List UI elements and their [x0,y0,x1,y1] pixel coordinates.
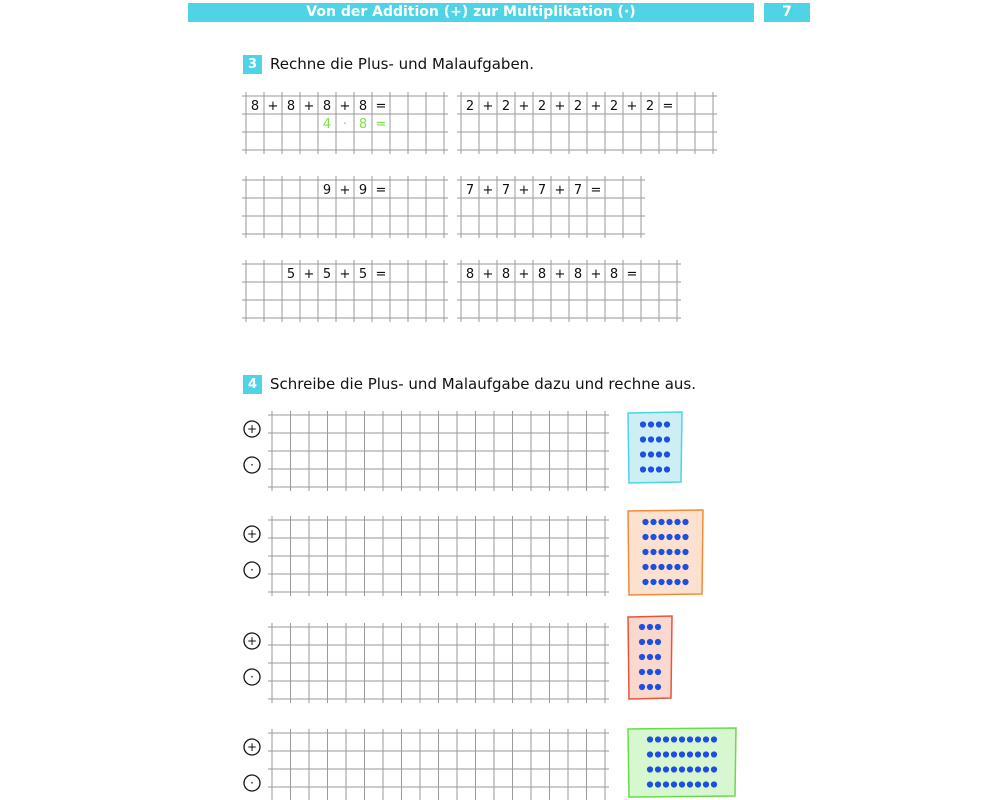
dot [703,751,709,757]
task-3-number: 3 [243,55,262,74]
plus-circle-icon [244,739,260,755]
dot [711,766,717,772]
dot [655,781,661,787]
times-symbol: · [250,670,254,684]
exercise-grid-2 [457,92,717,154]
dot [674,534,680,540]
page-number-text: 7 [782,4,792,20]
exercise-cell: = [375,99,387,114]
dot [650,519,656,525]
dot [671,781,677,787]
task-4-number: 4 [243,375,262,394]
dot [639,669,645,675]
dot [655,766,661,772]
dot [674,549,680,555]
exercise-cell: + [554,99,566,114]
dot [647,766,653,772]
dot [679,766,685,772]
dot [648,466,654,472]
dot [655,624,661,630]
plus-symbol: + [246,740,258,754]
exercise-cell: = [590,183,602,198]
dot [682,519,688,525]
exercise-cell: 2 [645,99,655,114]
dot [656,421,662,427]
dot [639,624,645,630]
dot [650,549,656,555]
dot-card-4 [628,728,736,797]
exercise-cell: 5 [358,267,368,282]
exercise-cell: 7 [537,183,547,198]
dot [687,751,693,757]
dot [650,579,656,585]
dot [682,549,688,555]
exercise-grid-5 [242,260,448,322]
dot-card-background [628,412,682,483]
times-circle-icon [244,457,260,473]
dot [655,669,661,675]
dot [642,579,648,585]
times-symbol: · [250,458,254,472]
header-title: Von der Addition (+) zur Multiplikation (·) [306,4,636,20]
dot [648,451,654,457]
dot [656,436,662,442]
exercise-cell: 7 [573,183,583,198]
dot [640,436,646,442]
dot [658,519,664,525]
exercise-cell: 8 [322,99,332,114]
dot [687,736,693,742]
dot [703,766,709,772]
dot [695,781,701,787]
dot [703,736,709,742]
dot [655,736,661,742]
dot [647,639,653,645]
answer-grid-4 [244,729,609,800]
dot [674,579,680,585]
dot [655,684,661,690]
dot [671,751,677,757]
task-3-instruction: Rechne die Plus- und Malaufgaben. [270,55,534,73]
plus-circle-icon [244,526,260,542]
dot [666,549,672,555]
times-circle-icon [244,562,260,578]
dot [648,421,654,427]
dot [674,519,680,525]
dot [703,781,709,787]
dot [647,781,653,787]
exercise-cell: = [375,183,387,198]
exercise-cell: 2 [537,99,547,114]
exercise-cell: + [303,267,315,282]
exercise-cell: 8 [537,267,547,282]
dot [647,624,653,630]
plus-circle-icon [244,421,260,437]
times-symbol: · [250,563,254,577]
dot-card-1 [628,412,682,483]
example-cell: 4 [322,117,332,132]
dot [687,766,693,772]
dot [650,534,656,540]
dot [650,564,656,570]
dot [642,519,648,525]
dot [663,766,669,772]
dot [664,421,670,427]
exercise-cell: 5 [286,267,296,282]
exercise-cell: + [482,99,494,114]
exercise-cell: + [554,267,566,282]
dot [642,549,648,555]
plus-symbol: + [246,634,258,648]
exercise-cell: + [339,99,351,114]
example-cell: · [342,117,348,132]
dot [658,579,664,585]
example-cell: = [375,117,387,132]
times-symbol: · [250,776,254,790]
dot [671,766,677,772]
dot [695,751,701,757]
plus-symbol: + [246,527,258,541]
exercise-cell: 7 [501,183,511,198]
dot [658,534,664,540]
exercise-cell: 8 [286,99,296,114]
dot [695,736,701,742]
dot-card-3 [628,616,672,699]
exercise-cell: + [590,267,602,282]
exercise-cell: + [590,99,602,114]
exercise-cell: 9 [322,183,332,198]
exercise-cell: + [554,183,566,198]
exercise-cell: + [518,99,530,114]
exercise-cell: = [662,99,674,114]
dot [679,736,685,742]
answer-grid-1 [244,411,609,491]
plus-symbol: + [246,422,258,436]
exercise-cell: 2 [501,99,511,114]
dot [647,751,653,757]
exercise-cell: + [267,99,279,114]
dot-card-2 [628,510,703,595]
dot [642,564,648,570]
exercise-cell: 8 [358,99,368,114]
exercise-cell: 2 [573,99,583,114]
dot [666,564,672,570]
dot [647,736,653,742]
dot [639,654,645,660]
exercise-cell: + [518,183,530,198]
dot [666,519,672,525]
exercise-grid-4 [457,176,645,238]
dot-card-background [628,510,703,595]
dot [663,781,669,787]
dot [663,751,669,757]
dot [647,654,653,660]
dot [642,534,648,540]
dot [711,751,717,757]
answer-grid-3 [244,623,609,703]
dot [679,751,685,757]
exercise-cell: 8 [250,99,260,114]
task-4-instruction: Schreibe die Plus- und Malaufgabe dazu und rechne aus. [270,375,697,393]
dot [658,564,664,570]
dot [682,579,688,585]
dot [658,549,664,555]
exercise-cell: + [303,99,315,114]
dot [639,684,645,690]
dot [664,451,670,457]
dot [648,436,654,442]
dot [682,564,688,570]
exercise-cell: 8 [609,267,619,282]
exercise-cell: = [375,267,387,282]
exercise-cell: 8 [501,267,511,282]
dot [647,684,653,690]
dot [695,766,701,772]
dot [655,654,661,660]
exercise-cell: + [518,267,530,282]
dot [656,451,662,457]
exercise-cell: 9 [358,183,368,198]
dot [711,736,717,742]
exercise-cell: 2 [609,99,619,114]
exercise-cell: + [482,183,494,198]
dot [682,534,688,540]
dot [664,466,670,472]
dot [687,781,693,787]
dot [655,751,661,757]
exercise-cell: 8 [465,267,475,282]
dot [656,466,662,472]
dot [647,669,653,675]
dot [711,781,717,787]
dot [640,451,646,457]
dot [666,534,672,540]
exercise-cell: = [626,267,638,282]
dot [663,736,669,742]
dot [655,639,661,645]
dot [640,421,646,427]
exercise-cell: 7 [465,183,475,198]
exercise-grid-1 [242,92,448,154]
example-cell: 8 [358,117,368,132]
times-circle-icon [244,775,260,791]
dot [674,564,680,570]
exercise-grid-6 [457,260,681,322]
exercise-cell: + [482,267,494,282]
dot [666,579,672,585]
dot [639,639,645,645]
dot [671,736,677,742]
exercise-cell: 5 [322,267,332,282]
dot [679,781,685,787]
exercise-cell: + [626,99,638,114]
exercise-grid-3 [242,176,448,238]
plus-circle-icon [244,633,260,649]
times-circle-icon [244,669,260,685]
exercise-cell: 2 [465,99,475,114]
dot [640,466,646,472]
exercise-cell: 8 [573,267,583,282]
exercise-cell: + [339,183,351,198]
answer-grid-2 [244,516,609,596]
dot [664,436,670,442]
exercise-cell: + [339,267,351,282]
